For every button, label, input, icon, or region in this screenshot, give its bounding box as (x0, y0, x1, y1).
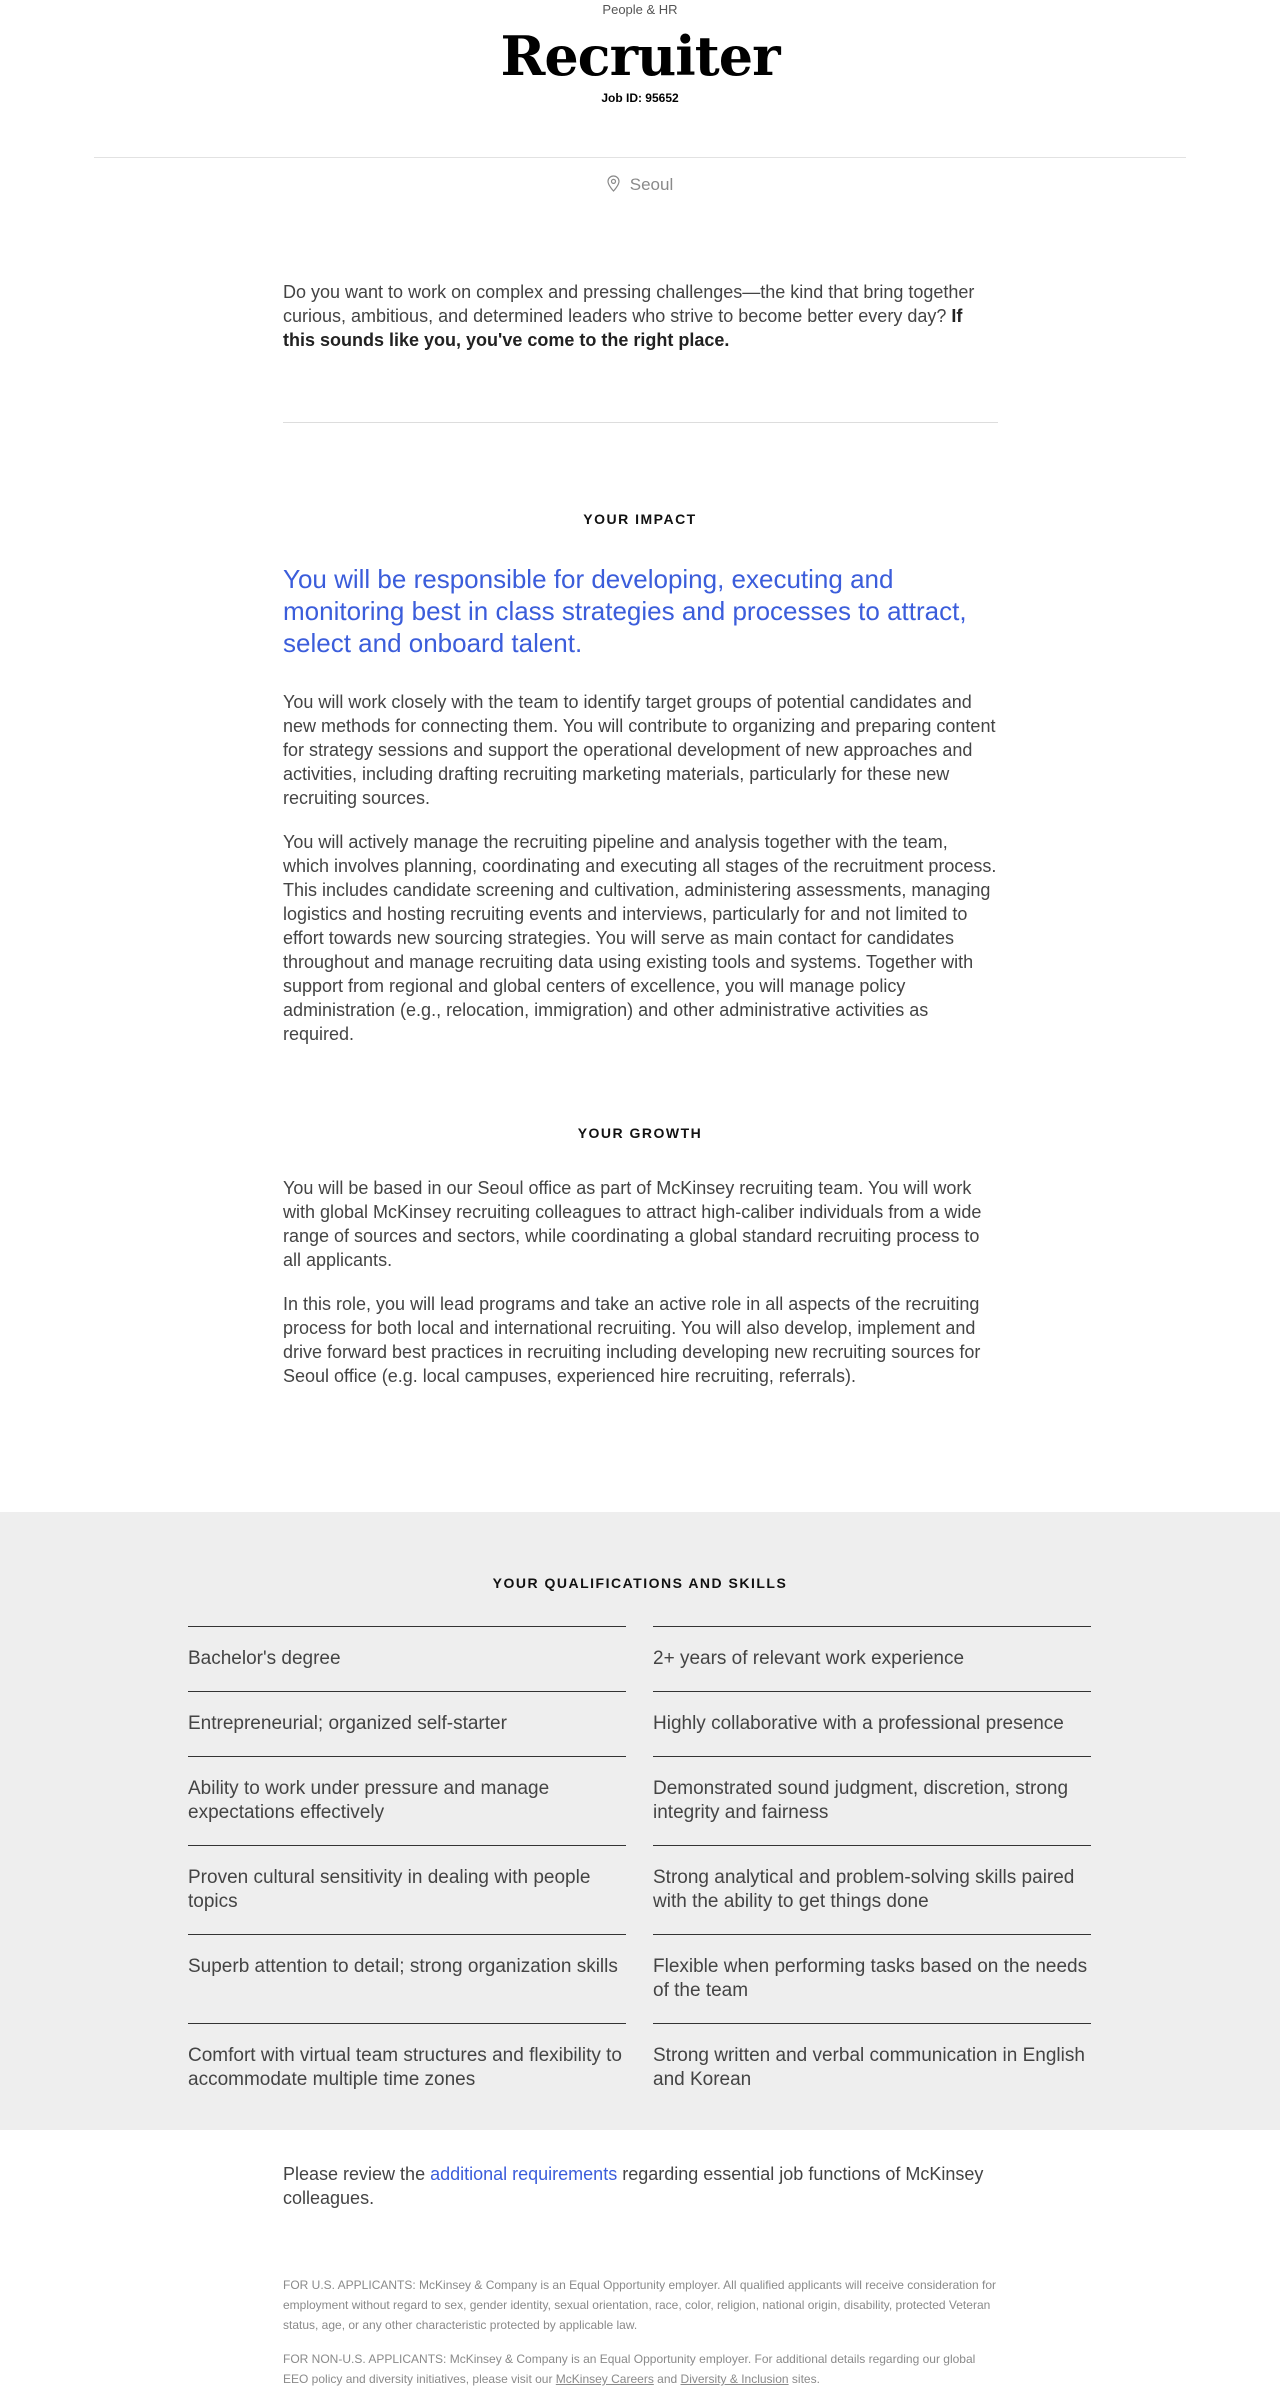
job-header (0, 0, 1280, 105)
qualifications-list (188, 1626, 1091, 2112)
qualification-item: Proven cultural sensitivity in dealing with people topics (188, 1845, 626, 1934)
impact-heading: YOUR IMPACT (583, 511, 697, 527)
additional-requirements-link[interactable]: additional requirements (430, 2164, 618, 2184)
growth-body (283, 1176, 998, 1408)
qualification-item: Strong analytical and problem-solving skills paired with the ability to get things done (653, 1845, 1091, 1934)
intro-bold-text: If this sounds like you, you've come to the right place. (283, 306, 963, 350)
qualification-item: Highly collaborative with a professional presence (653, 1691, 1091, 1756)
us-applicants-notice: FOR U.S. APPLICANTS: McKinsey & Company is an Equal Opportunity employer. All qualified applicants will receive consideration for employment without regard to sex, gender identity, sexual orientation, race, color, religion, national origin, disability, protected Veteran status, age, or any other characteristic protected by applicable law. (283, 2278, 996, 2332)
header-divider (94, 157, 1186, 158)
location-label: Seoul (629, 175, 674, 194)
qualification-item: Entrepreneurial; organized self-starter (188, 1691, 626, 1756)
qualification-item: Comfort with virtual team structures and flexibility to accommodate multiple time zones (188, 2023, 626, 2112)
growth-heading: YOUR GROWTH (577, 1125, 703, 1141)
non-us-and-text: and (653, 2372, 681, 2386)
intro-paragraph (283, 280, 998, 352)
job-location (0, 174, 1280, 196)
growth-paragraph: In this role, you will lead programs and take an active role in all aspects of the recruiting process for both local and international recruiting. You will also develop, implement and drive forward best practices in recruiting including developing new recruiting sources for Seoul office (e.g. local campuses, experienced hire recruiting, referrals). (283, 1294, 981, 1386)
intro-divider (283, 422, 998, 423)
mckinsey-careers-link[interactable]: McKinsey Careers (555, 2372, 654, 2386)
qualification-item: 2+ years of relevant work experience (653, 1626, 1091, 1691)
qualification-item: Ability to work under pressure and manage expectations effectively (188, 1756, 626, 1845)
impact-lead: You will be responsible for developing, executing and monitoring best in class strategies and processes to attract, select and onboard talent. (283, 564, 967, 658)
impact-body (283, 690, 998, 1066)
growth-paragraph: You will be based in our Seoul office as part of McKinsey recruiting team. You will work with global McKinsey recruiting colleagues to attract high-caliber individuals from a wide range of sources and sectors, while coordinating a global standard recruiting process to all applicants. (283, 1178, 982, 1270)
qualification-item: Flexible when performing tasks based on the needs of the team (653, 1934, 1091, 2023)
map-pin-icon (607, 175, 620, 192)
impact-paragraph: You will actively manage the recruiting pipeline and analysis together with the team, which involves planning, coordinating and executing all stages of the recruitment process. This includes candidate screening and cultivation, administering assessments, managing logistics and hosting recruiting events and interviews, particularly for and not limited to effort towards new sourcing strategies. You will serve as main contact for candidates throughout and manage recruiting data using existing tools and systems. Together with support from regional and global centers of excellence, you will manage policy administration (e.g., relocation, immigration) and other administrative activities as required. (283, 832, 997, 1044)
impact-paragraph: You will work closely with the team to identify target groups of potential candidates and new methods for connecting them. You will contribute to organizing and preparing content for strategy sessions and support the operational development of new approaches and activities, including drafting recruiting marketing materials, particularly for these new recruiting sources. (283, 692, 996, 808)
qualification-item: Superb attention to detail; strong organization skills (188, 1934, 626, 2023)
requirements-note (283, 2162, 998, 2210)
requirements-text-after: regarding essential job functions of McKinsey colleagues. (283, 2164, 984, 2208)
qualifications-heading: YOUR QUALIFICATIONS AND SKILLS (492, 1575, 788, 1591)
non-us-applicants-notice (283, 2349, 998, 2389)
intro-text: Do you want to work on complex and pressing challenges—the kind that bring together curious, ambitious, and determined leaders who strive to become better every day? (283, 282, 975, 326)
non-us-text-after: sites. (788, 2372, 820, 2386)
qualification-item: Strong written and verbal communication in English and Korean (653, 2023, 1091, 2112)
requirements-text-before: Please review the (283, 2164, 431, 2184)
qualification-item: Bachelor's degree (188, 1626, 626, 1691)
job-category: People & HR (602, 2, 678, 17)
qualifications-section (0, 1512, 1280, 2130)
job-title: Recruiter (500, 24, 780, 88)
job-id: Job ID: 95652 (601, 91, 679, 105)
non-us-text-before: FOR NON-U.S. APPLICANTS: McKinsey & Company is an Equal Opportunity employer. For additional details regarding our global EEO policy and diversity initiatives, please visit our (283, 2352, 976, 2386)
qualification-item: Demonstrated sound judgment, discretion, strong integrity and fairness (653, 1756, 1091, 1845)
diversity-inclusion-link[interactable]: Diversity & Inclusion (680, 2372, 789, 2386)
